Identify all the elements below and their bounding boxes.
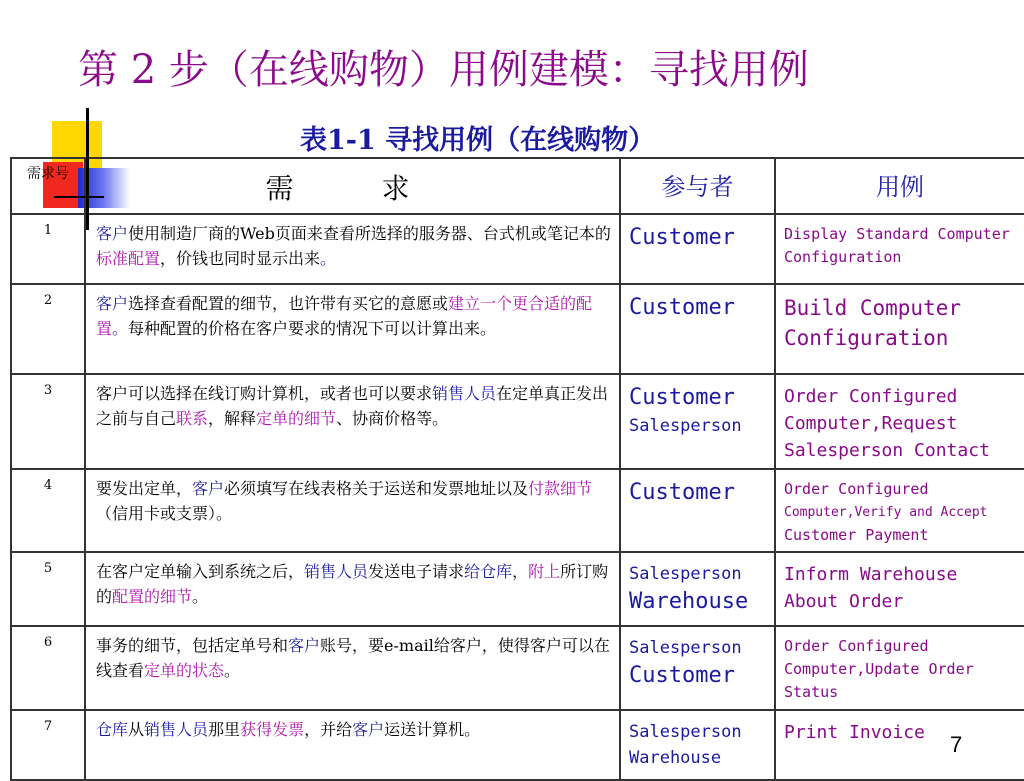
table-row [11,626,1024,710]
use-case-cell [775,469,1024,552]
requirement-text [85,469,620,552]
requirement-segment: 销售人员 [144,720,209,739]
use-case-name: Order Configured Computer,Update Order Status [784,637,974,701]
requirement-segment: 客户 [352,720,385,739]
table-row [11,710,1024,780]
use-case-name: Display Standard Computer Configuration [784,225,1010,266]
row-number: 7 [11,710,85,780]
actor-cell [620,284,775,374]
table-header-row [11,158,1024,214]
actor-cell [620,469,775,552]
requirement-text [85,552,620,626]
actor-name: Salesperson [629,564,742,584]
actor-name: Warehouse [629,748,722,768]
actor-name: Salesperson [629,416,742,436]
requirement-text [85,374,620,469]
requirement-segment: 销售人员 [432,384,497,403]
requirement-segment: 事务的细节，包括定单号和 [96,636,289,655]
page-number: 7 [950,732,963,757]
actor-name: Salesperson [629,638,742,658]
header-actor: 参与者 [620,158,775,214]
row-number: 4 [11,469,85,552]
requirement-segment: 客户 [192,479,225,498]
requirement-text [85,284,620,374]
requirement-segment: 使用制造厂商的Web页面来查看所选择的服务器、台式机或笔记本的 [128,224,611,243]
use-case-cell [775,374,1024,469]
decor-vertical-line [86,108,89,230]
requirement-segment: 。 [320,249,337,268]
actor-cell [620,552,775,626]
table-row [11,284,1024,374]
requirement-segment: 给仓库 [464,562,513,581]
use-case-name: Order Configured [784,480,929,498]
requirement-segment: 客户 [288,636,321,655]
use-case-name: Inform Warehouse About Order [784,564,958,612]
row-number: 5 [11,552,85,626]
requirement-segment: ，解释 [208,409,257,428]
use-case-cell [775,214,1024,284]
table-caption: 表1-1 寻找用例（在线购物） [300,125,656,156]
actor-name: Customer [629,385,735,410]
requirement-segment: 客户 [96,294,129,313]
requirement-segment: 附上 [528,562,561,581]
requirement-segment: 所订购的 [96,562,609,606]
row-number: 2 [11,284,85,374]
use-case-cell [775,284,1024,374]
actor-name: Warehouse [629,589,749,614]
requirement-segment: 要发出定单， [96,479,193,498]
requirement-segment: 客户可以选择在线订购计算机，或者也可以要求 [96,384,433,403]
requirement-segment: 必须填写在线表格关于运送和发票地址以及 [224,479,529,498]
requirement-segment: 、协商价格等。 [336,409,449,428]
requirement-segment: 在客户定单输入到系统之后， [96,562,305,581]
actor-name: Salesperson [629,722,742,742]
requirement-segment: （信用卡或支票）。 [96,504,233,523]
requirement-text [85,710,620,780]
table-row [11,552,1024,626]
requirement-text [85,214,620,284]
requirement-segment: 定单的细节 [256,409,337,428]
requirement-segment: 。 [224,661,241,680]
requirement-segment: 账号，要e-mail给客户，使得客户可以在线查看 [96,636,610,680]
use-case-name: Customer Payment [784,526,929,544]
requirement-segment: 联系 [176,409,209,428]
requirement-segment: 在定单真正发出之前与自己 [96,384,609,428]
use-case-cell [775,626,1024,710]
slide-title: 第 2 步（在线购物）用例建模：寻找用例 [78,47,809,93]
requirement-segment: 获得发票 [240,720,305,739]
table-row [11,469,1024,552]
requirement-segment: 付款细节 [528,479,593,498]
requirement-segment: 选择查看配置的细节，也许带有买它的意愿或 [128,294,449,313]
decor-horizontal-line [54,196,104,198]
actor-cell [620,626,775,710]
header-use-case: 用例 [775,158,1024,214]
header-requirement-no: 需求号 [11,158,85,214]
requirement-text [85,626,620,710]
requirement-segment: 配置的细节 [112,587,193,606]
header-requirement: 需 求 [85,158,620,214]
row-number: 3 [11,374,85,469]
requirement-segment: 每种配置的价格在客户要求的情况下可以计算出来。 [128,319,497,338]
actor-name: Customer [629,225,735,250]
requirement-segment: 仓库 [96,720,129,739]
requirement-segment: 。 [192,587,209,606]
actor-name: Customer [629,480,735,505]
row-number: 6 [11,626,85,710]
requirement-segment: 那里 [208,720,241,739]
use-case-cell [775,710,1024,780]
requirement-segment: 销售人员 [304,562,369,581]
requirement-segment: ，价钱也同时显示出来 [160,249,321,268]
use-case-name: Print Invoice [784,722,925,743]
table-row [11,214,1024,284]
requirement-segment: ， [512,562,529,581]
requirement-segment: 。 [112,319,129,338]
use-case-table [10,157,1024,781]
actor-name: Customer [629,663,735,688]
use-case-name: Build Computer Configuration [784,296,962,350]
requirement-segment: 客户 [96,224,129,243]
requirement-segment: 发送电子请求 [368,562,465,581]
actor-cell [620,374,775,469]
actor-cell [620,710,775,780]
use-case-cell [775,552,1024,626]
requirement-segment: 运送计算机。 [384,720,481,739]
actor-name: Customer [629,295,735,320]
requirement-segment: 建立一个更合适的配置 [96,294,593,338]
requirement-segment: 从 [128,720,145,739]
use-case-name: Order Configured Computer,Request Salesperson Contact [784,386,990,461]
row-number: 1 [11,214,85,284]
use-case-name: Computer,Verify and Accept [784,505,988,520]
requirement-segment: 定单的状态 [144,661,225,680]
requirement-segment: ，并给 [304,720,353,739]
requirement-segment: 标准配置 [96,249,161,268]
table-row [11,374,1024,469]
actor-cell [620,214,775,284]
